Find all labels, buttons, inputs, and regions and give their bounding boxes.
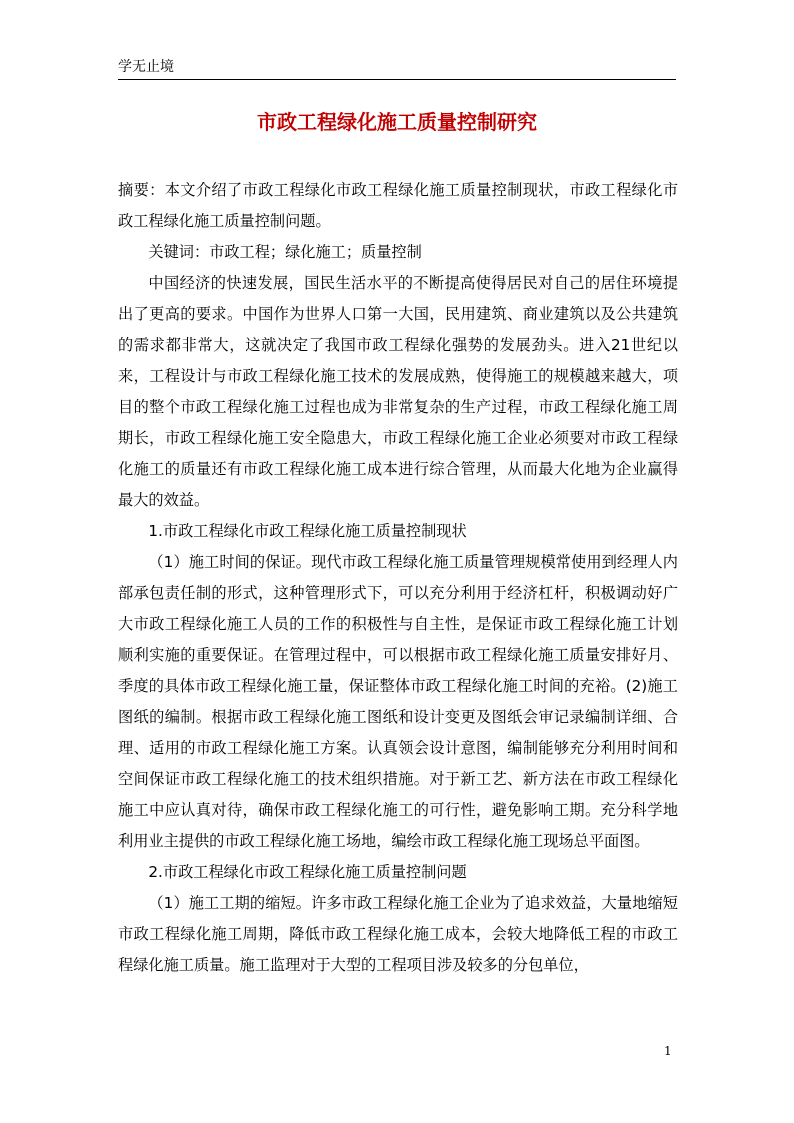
section1-paragraph: （1）施工时间的保证。现代市政工程绿化施工质量管理规模常使用到经理人内部承包责任制的形式，这种管理形式下，可以充分利用于经济杠杆，积极调动好广大市政工程绿化施工人员的工作的积极性与自主性，是保证市政工程绿化施工计划顺利实施的重要保证。在管理过程中，可以根据市政工程绿化施工质量安排好月、季度的具体市政工程绿化施工量，保证整体市政工程绿化施工时间的充裕。(2)施工图纸的编制。根据市政工程绿化施工图纸和设计变更及图纸会审记录编制详细、合理、适用的市政工程绿化施工方案。认真领会设计意图，编制能够充分利用时间和空间保证市政工程绿化施工的技术组织措施。对于新工艺、新方法在市政工程绿化施工中应认真对待，确保市政工程绿化施工的可行性，避免影响工期。充分科学地利用业主提供的市政工程绿化施工场地，编绘市政工程绿化施工现场总平面图。 xyxy=(118,553,678,850)
abstract-paragraph: 摘要：本文介绍了市政工程绿化市政工程绿化施工质量控制现状，市政工程绿化市政工程绿化施工质量控制问题。 xyxy=(118,181,678,230)
section2-heading: 2.市政工程绿化市政工程绿化施工质量控制问题 xyxy=(148,863,467,881)
keywords-paragraph: 关键词：市政工程；绿化施工；质量控制 xyxy=(148,243,422,261)
document-title: 市政工程绿化施工质量控制研究 xyxy=(257,110,537,134)
page-header-text: 学无止境 xyxy=(118,59,174,75)
header-divider xyxy=(118,79,676,80)
intro-paragraph: 中国经济的快速发展，国民生活水平的不断提高使得居民对自己的居住环境提出了更高的要求。中国作为世界人口第一大国，民用建筑、商业建筑以及公共建筑的需求都非常大，这就决定了我国市政工程绿化强势的发展劲头。进入21世纪以来，工程设计与市政工程绿化施工技术的发展成熟，使得施工的规模越来越大，项目的整个市政工程绿化施工过程也成为非常复杂的生产过程，市政工程绿化施工周期长，市政工程绿化施工安全隐患大，市政工程绿化施工企业必须要对市政工程绿化施工的质量还有市政工程绿化施工成本进行综合管理，从而最大化地为企业赢得最大的效益。 xyxy=(118,274,678,509)
document-body xyxy=(118,175,678,981)
section1-heading: 1.市政工程绿化市政工程绿化施工质量控制现状 xyxy=(148,522,467,540)
section2-paragraph: （1）施工工期的缩短。许多市政工程绿化施工企业为了追求效益，大量地缩短市政工程绿化施工周期，降低市政工程绿化施工成本，会较大地降低工程的市政工程绿化施工质量。施工监理对于大型的工程项目涉及较多的分包单位， xyxy=(118,894,678,974)
page-number: 1 xyxy=(664,1044,672,1058)
